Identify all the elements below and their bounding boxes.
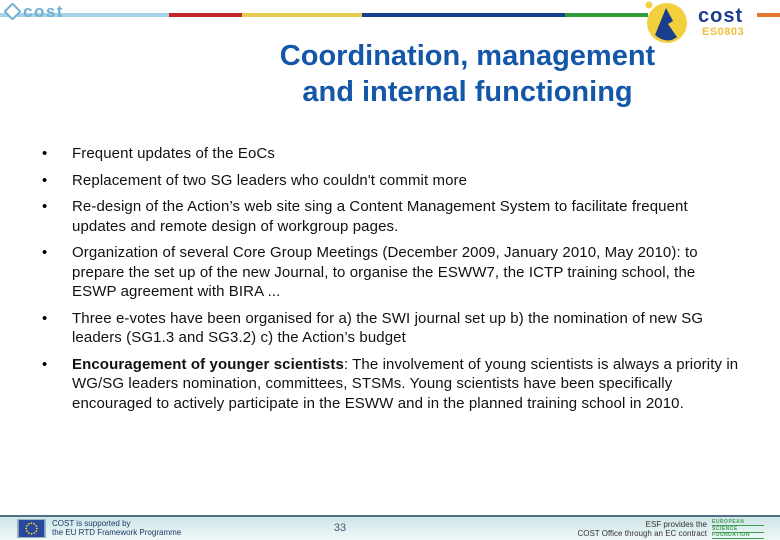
bullet-icon: • xyxy=(42,198,48,215)
bullet-text: Encouragement of younger scientists: The involvement of young scientists is always a priority in WG/SG leaders nomination, committees, STSMs. Young scientists have been specifically encouraged to actively participate in the ESWW and in the planned training school in 2010. xyxy=(72,355,739,412)
esf-logo xyxy=(712,520,764,540)
list-item xyxy=(42,171,742,191)
cost-logo-left-text: cost xyxy=(23,2,64,21)
cost-logo-right-text: cost xyxy=(698,5,744,27)
footer xyxy=(0,517,780,540)
bullet-list xyxy=(42,144,742,420)
footer-left-text xyxy=(52,519,181,537)
cost-diamond-icon xyxy=(3,2,21,20)
stripe-segment-yellow xyxy=(242,13,362,17)
footer-right-line1: ESF provides the xyxy=(645,520,707,529)
list-item xyxy=(42,355,742,414)
cost-logo-right xyxy=(640,0,780,46)
stripe-segment-dark-blue xyxy=(362,13,565,17)
bullet-text-bold-lead: Encouragement of younger scientists xyxy=(72,355,344,373)
eu-flag-icon xyxy=(17,519,46,538)
footer-right-line2: COST Office through an EC contract xyxy=(577,529,707,538)
bullet-icon: • xyxy=(42,145,48,162)
bullet-text: Re-design of the Action’s web site sing a Content Management System to facilitate frequent updates and remote design of workgroup pages. xyxy=(72,198,688,235)
cost-globe-icon xyxy=(640,0,696,46)
esf-logo-line: SCIENCE xyxy=(712,527,764,533)
bullet-icon: • xyxy=(42,309,48,327)
esf-logo-line: FOUNDATION xyxy=(712,533,764,539)
list-item xyxy=(42,243,742,302)
esf-logo-line: EUROPEAN xyxy=(712,520,764,526)
page-title-line1: Coordination, management xyxy=(279,40,656,72)
page-title xyxy=(160,38,775,110)
bullet-text: Frequent updates of the EoCs xyxy=(72,145,275,162)
page-title-line2: and internal functioning xyxy=(302,76,633,108)
bullet-icon: • xyxy=(42,355,48,373)
bullet-text: Organization of several Core Group Meetings (December 2009, January 2010, May 2010): to prepare the set up of the new Journal, to organise the ESWW7, the ICTP training school, the ESWP agreement with BIRA ... xyxy=(72,244,698,300)
bullet-text: Three e-votes have been organised for a) the SWI journal set up b) the nomination of new SG leaders (SG1.3 and SG3.2) c) the Action’s budget xyxy=(72,309,704,346)
footer-right-text xyxy=(577,520,707,538)
page-number: 33 xyxy=(333,522,347,534)
list-item xyxy=(42,309,742,348)
action-code: ES0803 xyxy=(702,26,745,38)
cost-logo-left xyxy=(6,3,64,20)
bullet-icon: • xyxy=(42,244,48,261)
bullet-text: Replacement of two SG leaders who couldn't commit more xyxy=(72,171,468,189)
bullet-icon: • xyxy=(42,171,48,189)
stripe-segment-green xyxy=(565,13,648,17)
list-item xyxy=(42,197,742,236)
list-item xyxy=(42,144,742,164)
stripe-segment-red xyxy=(169,13,242,17)
footer-left-line2: the EU RTD Framework Programme xyxy=(52,528,182,537)
footer-left-line1: COST is supported by xyxy=(52,519,131,528)
